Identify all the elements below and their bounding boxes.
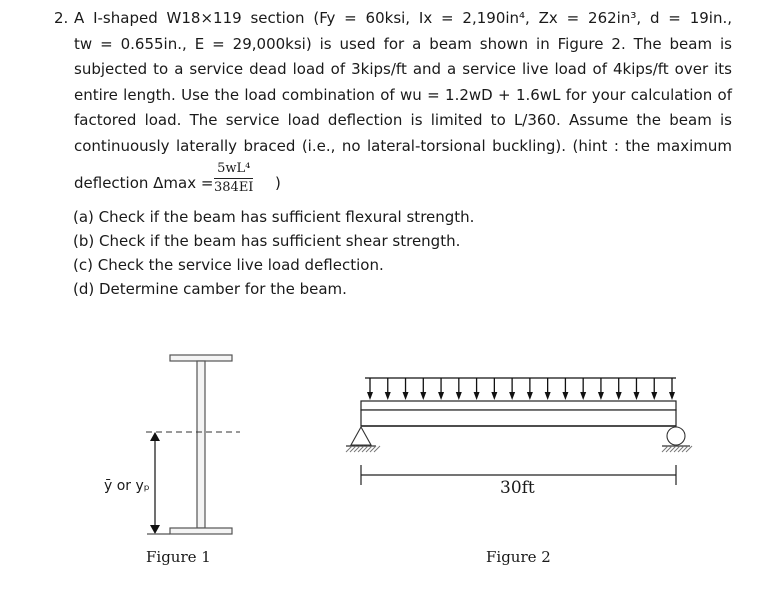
problem-number: 2. <box>54 9 69 27</box>
load-arrow-head <box>420 392 426 400</box>
figure2-pin-support <box>346 427 376 446</box>
figure2-roller-support <box>662 427 690 446</box>
load-arrow-head <box>385 392 391 400</box>
load-arrow-head <box>438 392 444 400</box>
fraction-denominator: 384EI <box>214 180 254 195</box>
deflection-label: deflection Δmax = <box>74 174 214 192</box>
problem-line-4: entire length. Use the load combination of wu = 1.2wD + 1.6wL for your calculation of <box>74 85 732 104</box>
figure2-span-label: 30ft <box>500 478 535 498</box>
part-d: (d) Determine camber for the beam. <box>73 280 347 298</box>
load-arrow-head <box>367 392 373 400</box>
load-arrow-head <box>598 392 604 400</box>
part-c: (c) Check the service live load deflection. <box>73 256 384 274</box>
problem-line-5: factored load. The service load deflection is limited to L/360. Assume the beam is <box>74 111 732 129</box>
figure1-i-section <box>170 355 232 534</box>
load-arrow-head <box>474 392 480 400</box>
problem-line-2: tw = 0.655in., E = 29,000ksi) is used for a beam shown in Figure 2. The beam is <box>74 34 732 53</box>
problem-line-3: subjected to a service dead load of 3kips/ft and a service live load of 4kips/ft over its <box>74 60 732 78</box>
load-arrow-head <box>616 392 622 400</box>
load-arrow-head <box>456 392 462 400</box>
figure1-caption: Figure 1 <box>146 548 211 566</box>
load-arrow-head <box>491 392 497 400</box>
hint-close-paren: ) <box>275 174 281 192</box>
load-arrow-head <box>527 392 533 400</box>
load-arrow-head <box>545 392 551 400</box>
fraction-numerator: 5wL⁴ <box>214 160 253 179</box>
part-b: (b) Check if the beam has sufficient shear strength. <box>73 232 461 250</box>
problem-line-1: 2. A I-shaped W18×119 section (Fy = 60ksi, Ix = 2,190in⁴, Zx = 262in³, d = 19in., <box>56 6 732 32</box>
figure1-dimension-arrow <box>147 432 170 534</box>
figure2-beam <box>361 401 676 426</box>
load-arrow-head <box>633 392 639 400</box>
load-arrow-head <box>669 392 675 400</box>
load-arrow-head <box>651 392 657 400</box>
figure2-distributed-load <box>365 378 676 400</box>
load-arrow-head <box>580 392 586 400</box>
load-arrow-head <box>403 392 409 400</box>
figure2-caption: Figure 2 <box>486 548 551 566</box>
figure1-dimension-label: ȳ or yₚ <box>104 478 150 494</box>
load-arrow-head <box>562 392 568 400</box>
part-a: (a) Check if the beam has sufficient flexural strength. <box>73 208 475 226</box>
load-arrow-head <box>509 392 515 400</box>
problem-line-6: continuously laterally braced (i.e., no lateral-torsional buckling). (hint : the maximum <box>74 136 732 155</box>
figure2-hatch <box>346 446 692 452</box>
